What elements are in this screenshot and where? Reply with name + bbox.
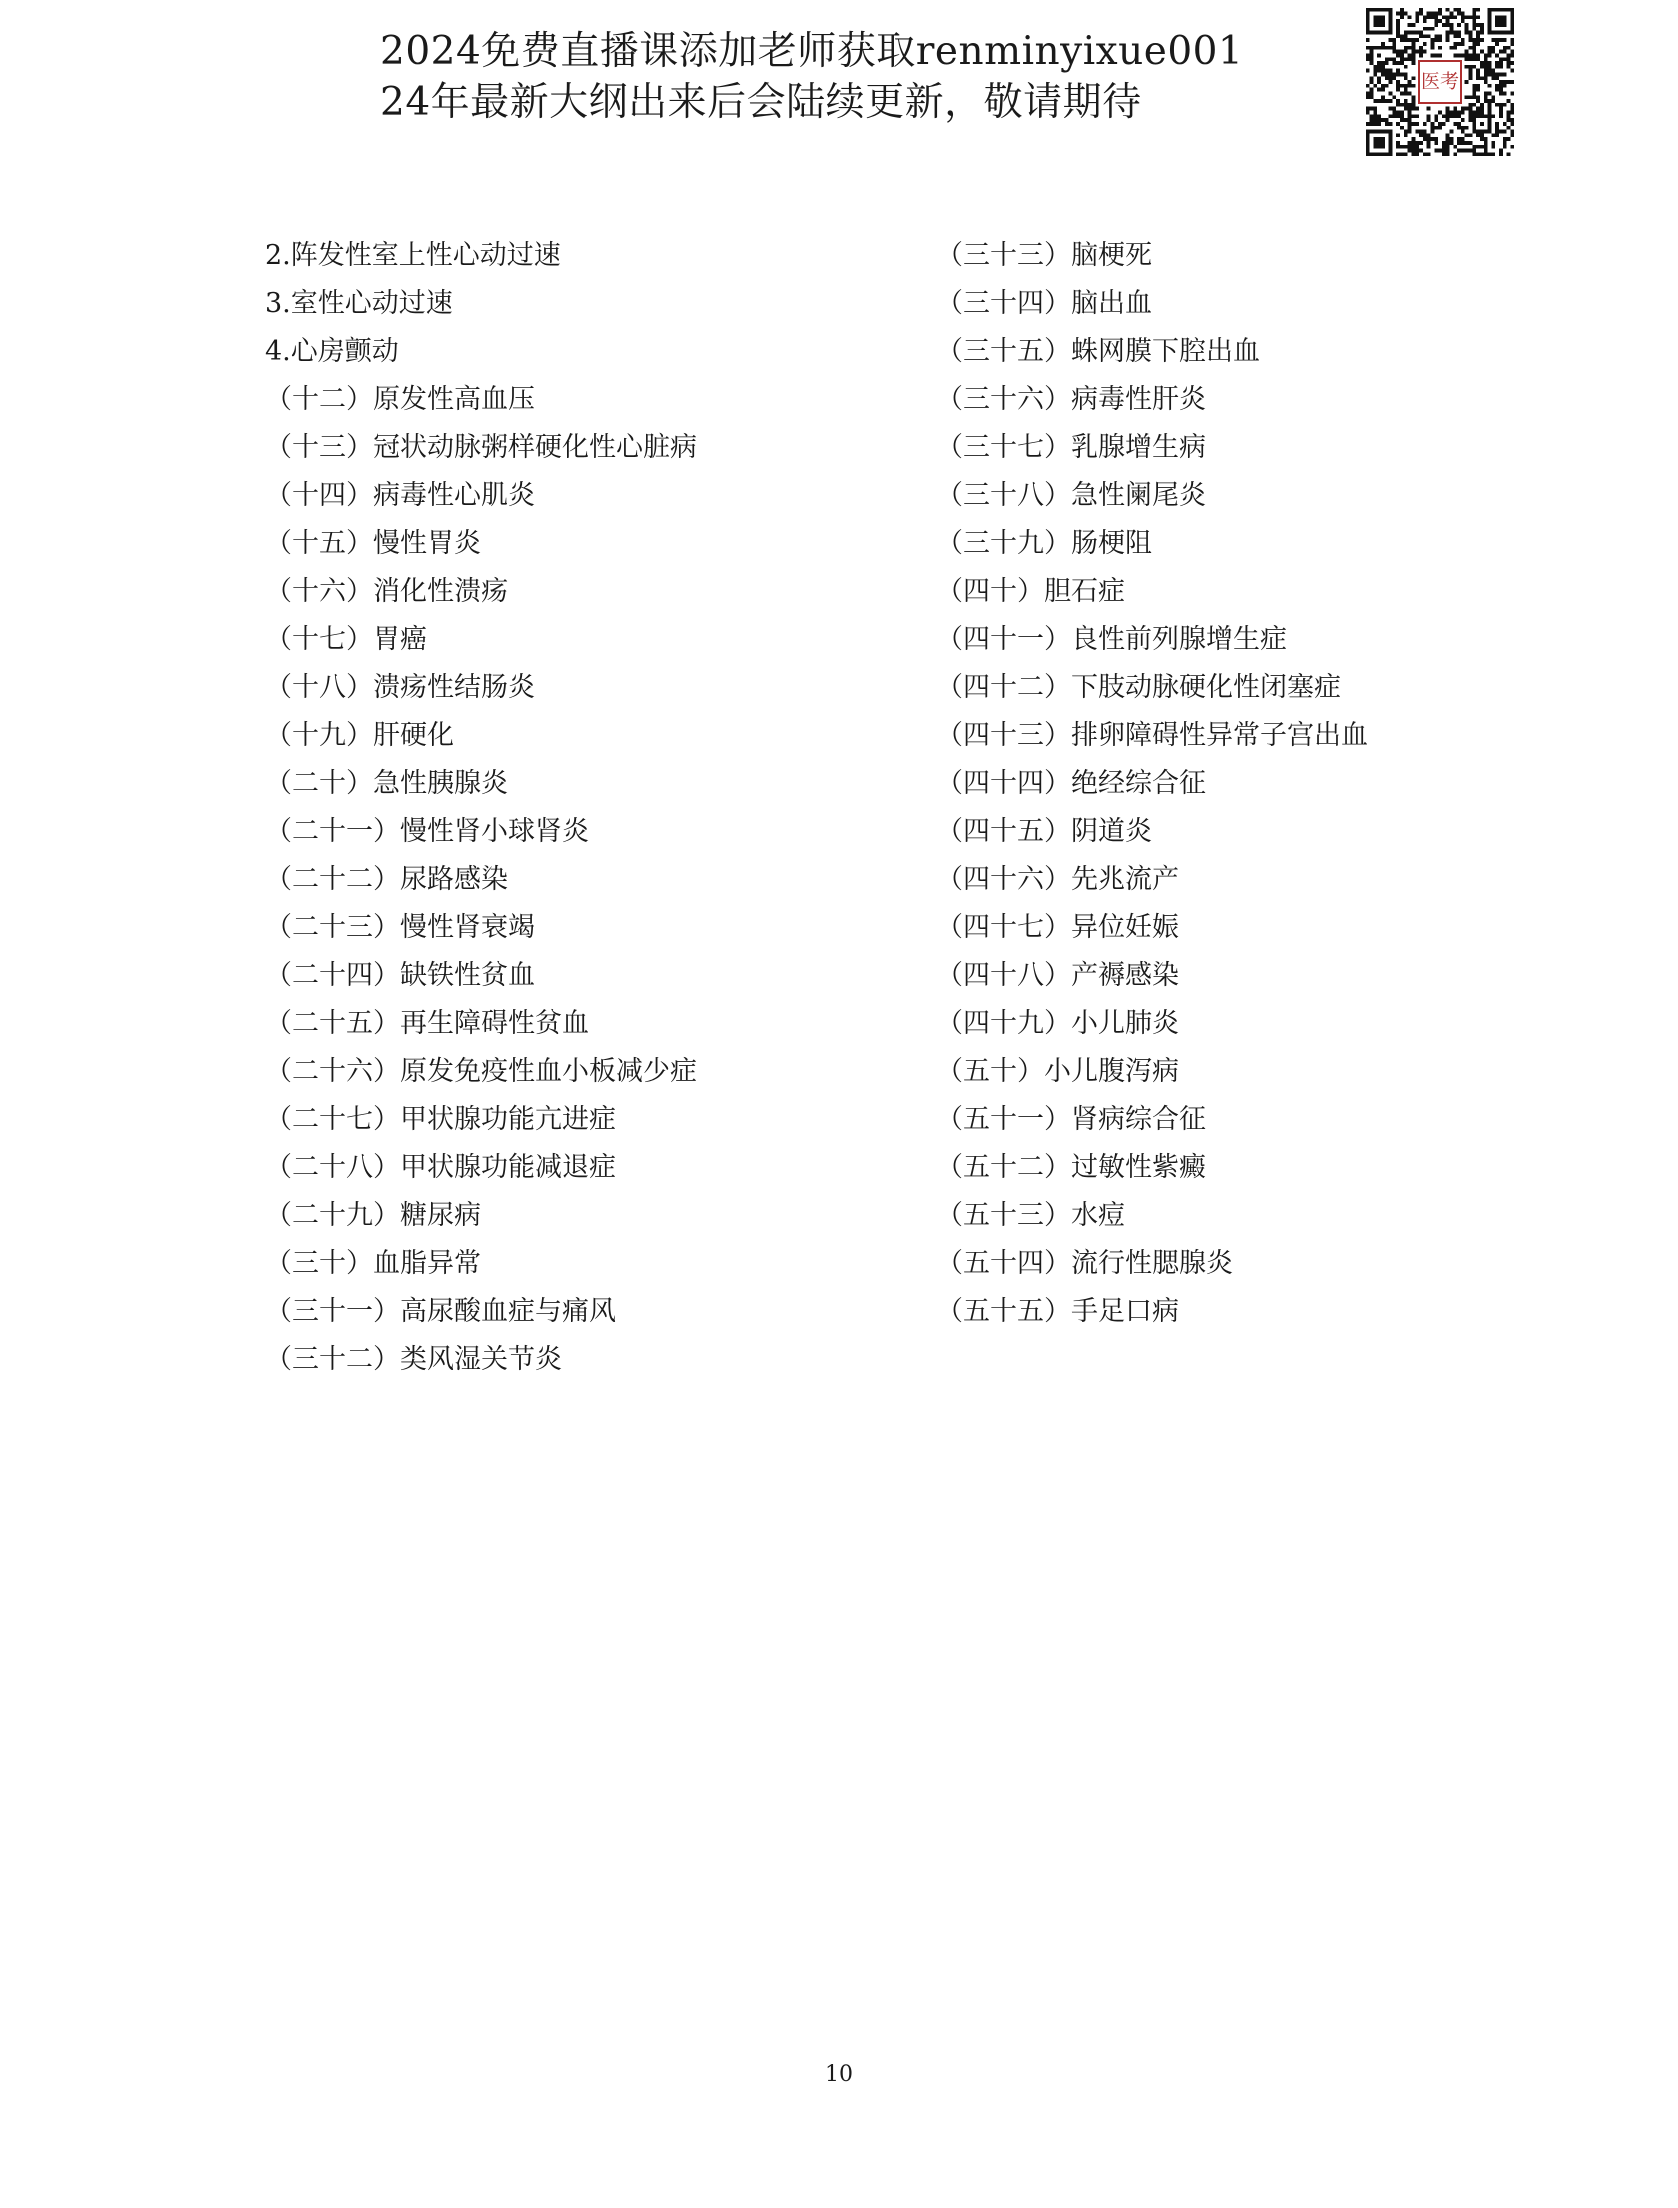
syllabus-item: （五十二）过敏性紫癜	[936, 1152, 1206, 1183]
syllabus-item: （二十二）尿路感染	[265, 864, 508, 895]
syllabus-item: （三十九）肠梗阻	[936, 528, 1152, 559]
syllabus-item: （三十三）脑梗死	[936, 240, 1152, 271]
syllabus-item: （四十二）下肢动脉硬化性闭塞症	[936, 672, 1341, 703]
syllabus-item: （三十五）蛛网膜下腔出血	[936, 336, 1260, 367]
syllabus-item: （四十六）先兆流产	[936, 864, 1179, 895]
syllabus-item: （四十一）良性前列腺增生症	[936, 624, 1287, 655]
page-header	[380, 26, 1243, 128]
syllabus-item: （五十三）水痘	[936, 1200, 1125, 1231]
syllabus-item: （二十八）甲状腺功能减退症	[265, 1152, 616, 1183]
syllabus-item: （五十五）手足口病	[936, 1296, 1179, 1327]
syllabus-item: （四十）胆石症	[936, 576, 1125, 607]
header-line-promo: 2024免费直播课添加老师获取renminyixue001	[380, 29, 1244, 74]
syllabus-item: （三十二）类风湿关节炎	[265, 1344, 562, 1375]
header-line-notice: 24年最新大纲出来后会陆续更新，敬请期待	[380, 80, 1142, 125]
syllabus-item: （十四）病毒性心肌炎	[265, 480, 535, 511]
page-number: 10	[825, 2062, 853, 2087]
left-column	[265, 232, 697, 1384]
syllabus-item: （四十三）排卵障碍性异常子宫出血	[936, 720, 1368, 751]
syllabus-item: （二十七）甲状腺功能亢进症	[265, 1104, 616, 1135]
syllabus-item: （三十七）乳腺增生病	[936, 432, 1206, 463]
syllabus-item: （二十六）原发免疫性血小板减少症	[265, 1056, 697, 1087]
syllabus-item: （四十九）小儿肺炎	[936, 1008, 1179, 1039]
right-column	[936, 232, 1368, 1336]
syllabus-item: 4.心房颤动	[265, 336, 399, 367]
syllabus-item: （二十三）慢性肾衰竭	[265, 912, 535, 943]
syllabus-item: （十九）肝硬化	[265, 720, 454, 751]
syllabus-item: （四十八）产褥感染	[936, 960, 1179, 991]
syllabus-item: （三十一）高尿酸血症与痛风	[265, 1296, 616, 1327]
syllabus-item: （二十五）再生障碍性贫血	[265, 1008, 589, 1039]
syllabus-item: （十五）慢性胃炎	[265, 528, 481, 559]
syllabus-item: （十八）溃疡性结肠炎	[265, 672, 535, 703]
syllabus-item: （十六）消化性溃疡	[265, 576, 508, 607]
qr-code	[1362, 4, 1518, 160]
syllabus-item: （十七）胃癌	[265, 624, 427, 655]
syllabus-item: （四十七）异位妊娠	[936, 912, 1179, 943]
syllabus-item: （二十九）糖尿病	[265, 1200, 481, 1231]
syllabus-item: （十二）原发性高血压	[265, 384, 535, 415]
syllabus-item: （二十一）慢性肾小球肾炎	[265, 816, 589, 847]
syllabus-item: （二十）急性胰腺炎	[265, 768, 508, 799]
syllabus-item: 3.室性心动过速	[265, 288, 453, 319]
syllabus-item: （五十）小儿腹泻病	[936, 1056, 1179, 1087]
syllabus-item: （二十四）缺铁性贫血	[265, 960, 535, 991]
syllabus-item: （三十八）急性阑尾炎	[936, 480, 1206, 511]
syllabus-item: （四十五）阴道炎	[936, 816, 1152, 847]
syllabus-item: （五十一）肾病综合征	[936, 1104, 1206, 1135]
qr-logo-label: 医考	[1420, 70, 1460, 93]
syllabus-item: （十三）冠状动脉粥样硬化性心脏病	[265, 432, 697, 463]
syllabus-item: （三十四）脑出血	[936, 288, 1152, 319]
syllabus-item: 2.阵发性室上性心动过速	[265, 240, 561, 271]
syllabus-item: （五十四）流行性腮腺炎	[936, 1248, 1233, 1279]
syllabus-item: （三十）血脂异常	[265, 1248, 481, 1279]
syllabus-item: （三十六）病毒性肝炎	[936, 384, 1206, 415]
syllabus-item: （四十四）绝经综合征	[936, 768, 1206, 799]
